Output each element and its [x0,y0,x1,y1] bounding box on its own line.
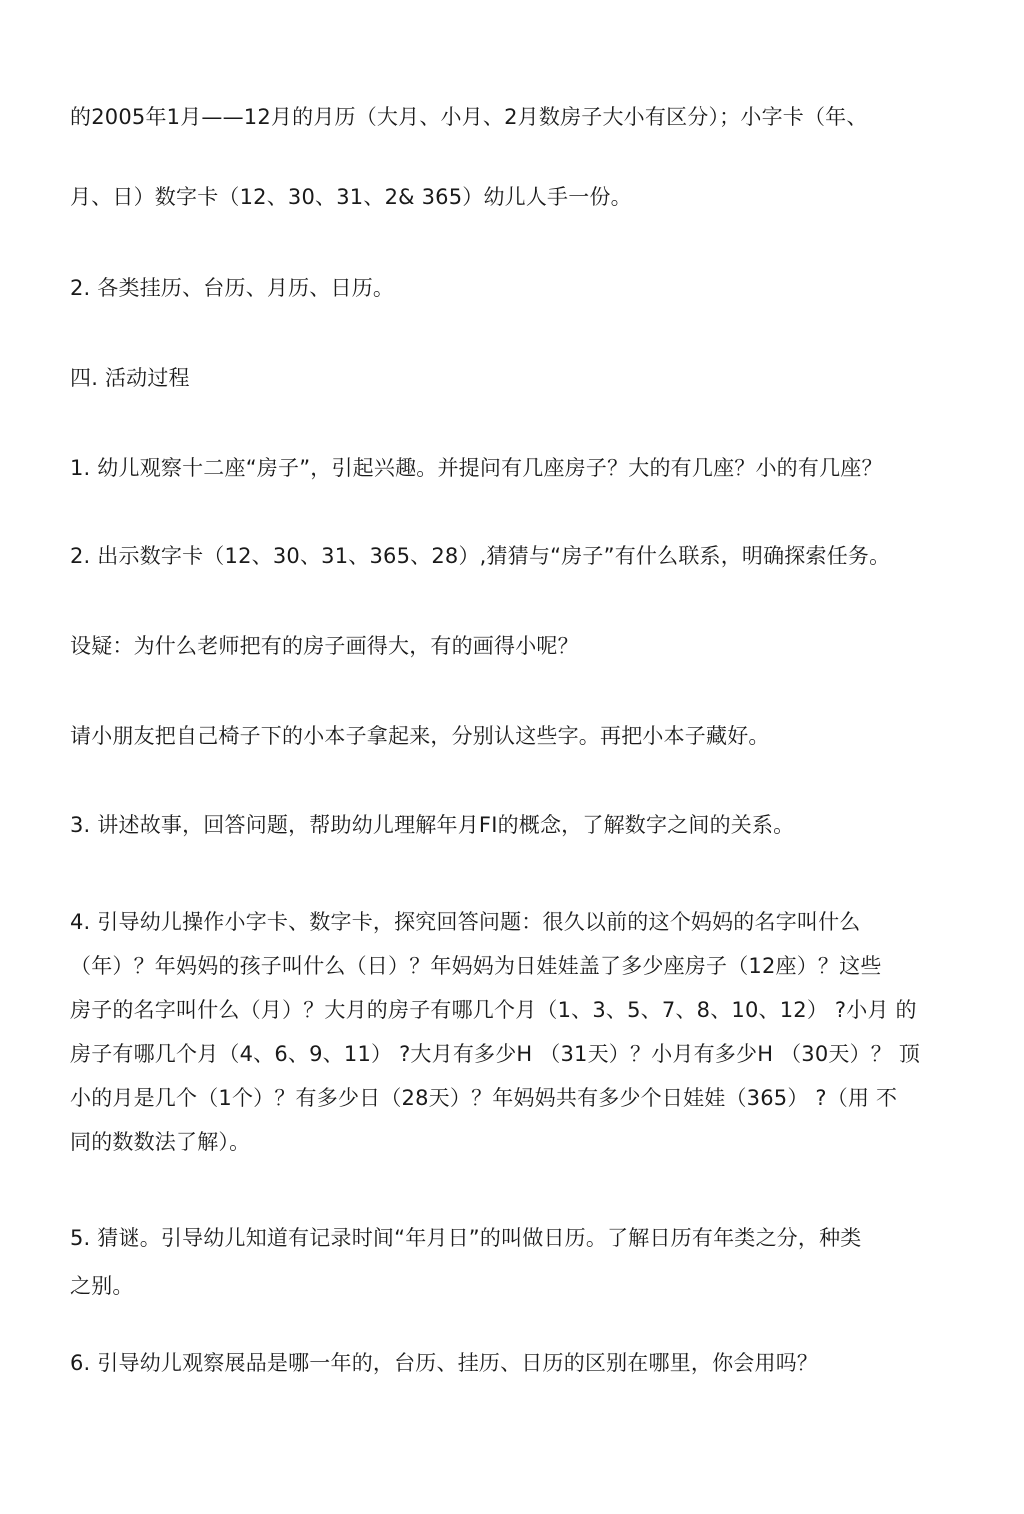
paragraph-line: 5. 猜谜。引导幼儿知道有记录时间“年月日”的叫做日历。了解日历有年类之分，种类 [70,1226,862,1250]
list-item: 2. 出示数字卡（12、30、31、365、28）,猜猜与“房子”有什么联系，明确探索任务。 [70,544,891,568]
paragraph-item-4 [70,900,960,1164]
paragraph-line: 之别。 [70,1274,134,1298]
text-line: 请小朋友把自己椅子下的小本子拿起来，分别认这些字。再把小本子藏好。 [70,724,770,748]
list-item: 6. 引导幼儿观察展品是哪一年的，台历、挂历、日历的区别在哪里，你会用吗？ [70,1351,819,1375]
list-item: 3. 讲述故事，回答问题，帮助幼儿理解年月FI的概念，了解数字之间的关系。 [70,813,795,837]
paragraph-item-5 [70,1214,960,1310]
paragraph-line: 房子的名字叫什么（月）？大月的房子有哪几个月（1、3、5、7、8、10、12） ?小月 的 [70,998,917,1022]
list-item: 2. 各类挂历、台历、月历、日历。 [70,276,395,300]
text-line: 月、日）数字卡（12、30、31、2& 365）幼儿人手一份。 [70,185,632,209]
text-line: 的2005年1月——12月的月历（大月、小月、2月数房子大小有区分）；小字卡（年、 [70,105,868,129]
text-line: 设疑：为什么老师把有的房子画得大，有的画得小呢？ [70,634,579,658]
paragraph-line: 同的数数法了解）。 [70,1130,251,1154]
paragraph-line: （年）？年妈妈的孩子叫什么（日）？年妈妈为日娃娃盖了多少座房子（12座）？这些 [70,954,882,978]
paragraph-line: 4. 引导幼儿操作小字卡、数字卡，探究回答问题：很久以前的这个妈妈的名字叫什么 [70,910,861,934]
paragraph-line: 房子有哪几个月（4、6、9、11） ?大月有多少H （31天）？小月有多少H （30天）？ 顶 [70,1042,921,1066]
paragraph-line: 小的月是几个（1个）？有多少日（28天）？年妈妈共有多少个日娃娃（365） ?（用 不 [70,1086,898,1110]
list-item: 1. 幼儿观察十二座“房子”，引起兴趣。并提问有几座房子？大的有几座？小的有几座？ [70,456,883,480]
section-heading: 四. 活动过程 [70,366,190,390]
